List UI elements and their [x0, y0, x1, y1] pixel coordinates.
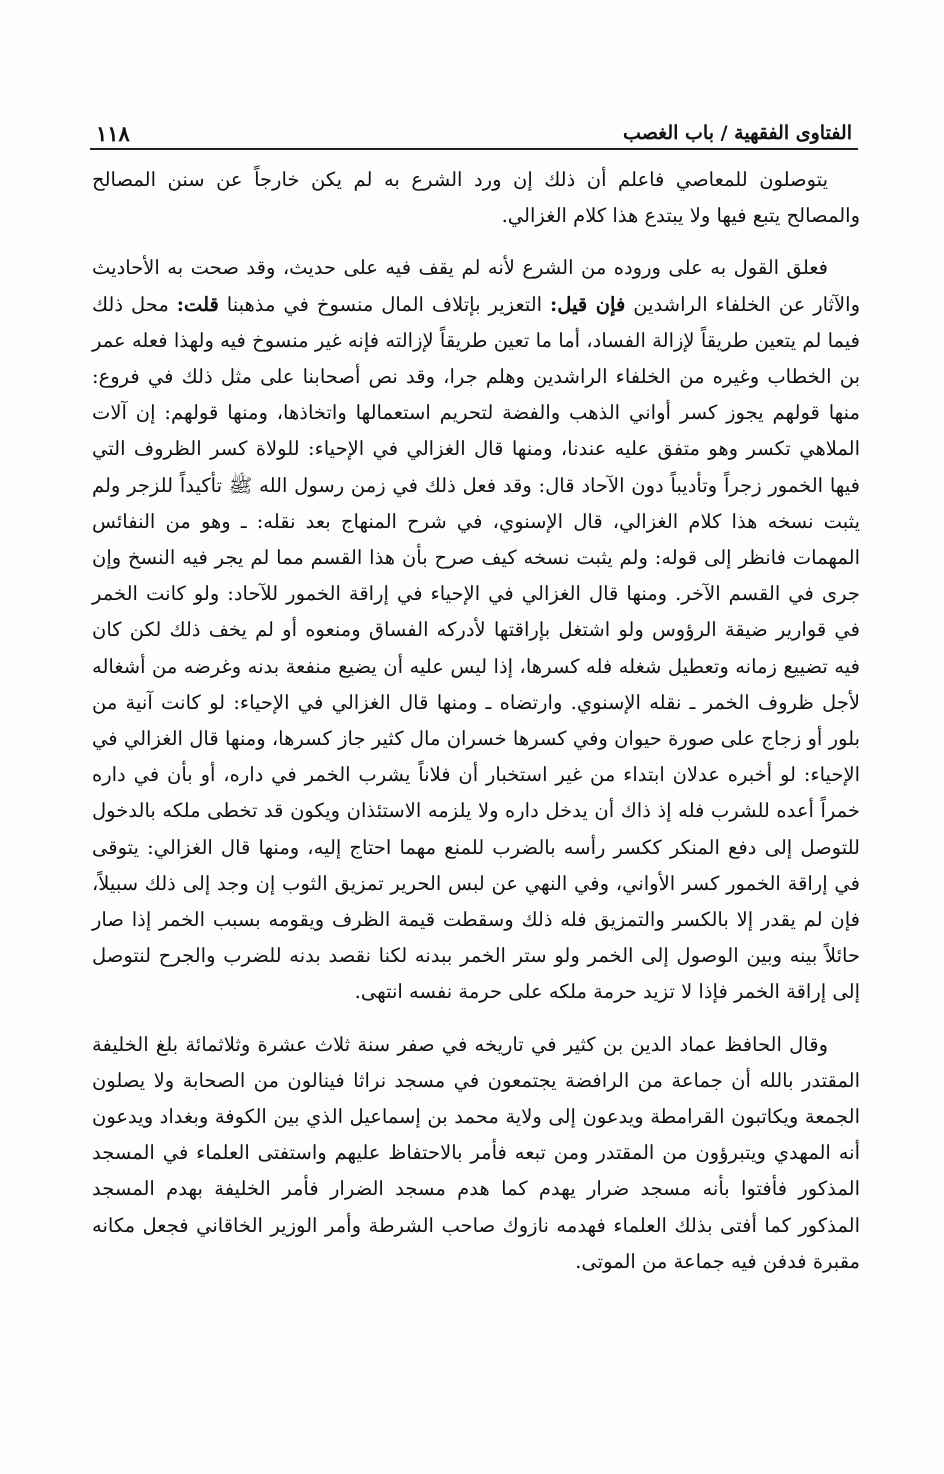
body-text	[92, 162, 860, 1280]
page-number: ١١٨	[96, 120, 130, 146]
paragraph-1: يتوصلون للمعاصي فاعلم أن ذلك إن ورد الشرع به لم يكن خارجاً عن سنن المصالح والمصالح يتبع فيها ولا يبتدع هذا كلام الغزالي.	[92, 168, 860, 228]
paragraph-2-text-a: فعلق القول به على وروده من الشرع لأنه لم يقف فيه على حديث، وقد صحت به الأحاديث والآثار عن الخلفاء الراشدين	[92, 256, 861, 316]
paragraph-2-text-c: محل ذلك فيما لم يتعين طريقاً لإزالة الفساد، أما ما تعين طريقاً لإزالته فإنه غير منسوخ فيه ولهذا فعله عمر بن الخطاب وغيره من الخلفاء الراشدين وهلم جرا، وقد نص أصحابنا على مثل ذلك في فروع: منها قولهم يجوز كسر أواني الذهب والفضة لتحريم استعمالها واتخاذها، ومنها قولهم: إن آلات الملاهي تكسر وهو متفق عليه عندنا، ومنها قال الغزالي في الإحياء: للولاة كسر الظروف التي فيها الخمور زجراً وتأديباً دون الآحاد قال: وقد فعل ذلك في زمن رسول الله ﷺ تأكيداً للزجر ولم يثبت نسخه هذا كلام الغزالي، قال الإسنوي، في شرح المنهاج بعد نقله: ـ وهو من النفائس المهمات فانظر إلى قوله: ولم يثبت نسخه كيف صرح بأن هذا القسم مما لم يجر فيه النسخ وإن جرى في القسم الآخر. ومنها قال الغزالي في الإحياء في إراقة الخمور للآحاد: ولو كانت الخمر في قوارير ضيقة الرؤوس ولو اشتغل بإراقتها لأدركه الفساق ومنعوه أو لم يخف ذلك لكن كان فيه تضييع زمانه وتعطيل شغله فله كسرها، إذا ليس عليه أن يضيع منفعة بدنه وغرضه من أشغاله لأجل ظروف الخمر ـ نقله الإسنوي. وارتضاه ـ ومنها قال الغزالي في الإحياء: لو كانت آنية من بلور أو زجاج على صورة حيوان وفي كسرها خسران مال كثير جاز كسرها، ومنها قال الغزالي في الإحياء: لو أخبره عدلان ابتداء من غير استخبار أن فلاناً يشرب الخمر في داره، أو بأن في داره خمراً أعده للشرب فله إذ ذاك أن يدخل داره ولا يلزمه الاستئذان ويكون قد تخطى ملكه بالدخول للتوصل إلى دفع المنكر ككسر رأسه بالضرب للمنع مهما احتاج إليه، ومنها قال الغزالي: يتوقى في إراقة الخمور كسر الأواني، وفي النهي عن لبس الحرير تمزيق الثوب إن وجد إلى ذلك سبيلاً، فإن لم يقدر إلا بالكسر والتمزيق فله ذلك وسقطت قيمة الظرف ويقومه بسبب الخمر إذا صار حائلاً بينه وبين الوصول إلى الخمر ولو ستر الخمر ببدنه لكنا نقصد بدنه للضرب والجرح لنتوصل إلى إراقة الخمر فإذا لا تزيد حرمة ملكه على حرمة نفسه انتهى.	[92, 292, 860, 1004]
paragraph-2-label-objection: فإن قيل:	[550, 292, 626, 316]
page-header	[90, 118, 858, 150]
paragraph-2-text-b: التعزير بإتلاف المال منسوخ في مذهبنا	[226, 292, 543, 316]
paragraph-2-label-answer: قلت:	[176, 292, 219, 316]
paragraph-3: وقال الحافظ عماد الدين بن كثير في تاريخه في صفر سنة ثلاث عشرة وثلاثمائة بلغ الخليفة المقتدر بالله أن جماعة من الرافضة يجتمعون في مسجد نراثا فينالون من الصحابة ولا يصلون الجمعة ويكاتبون القرامطة ويدعون إلى ولاية محمد بن إسماعيل الذي بين الكوفة وبغداد ويدعون أنه المهدي ويتبرؤون من المقتدر ومن تبعه فأمر بالاحتفاظ عليهم واستفتى العلماء في المسجد المذكور فأفتوا بأنه مسجد ضرار يهدم كما هدم مسجد الضرار فأمر الخليفة بهدم المسجد المذكور كما أفتى بذلك العلماء فهدمه نازوك صاحب الشرطة وأمر الوزير الخاقاني فجعل مكانه مقبرة فدفن فيه جماعة من الموتى.	[92, 1032, 860, 1273]
paragraph-2	[92, 250, 860, 1010]
running-title: الفتاوى الفقهية / باب الغصب	[623, 122, 852, 144]
